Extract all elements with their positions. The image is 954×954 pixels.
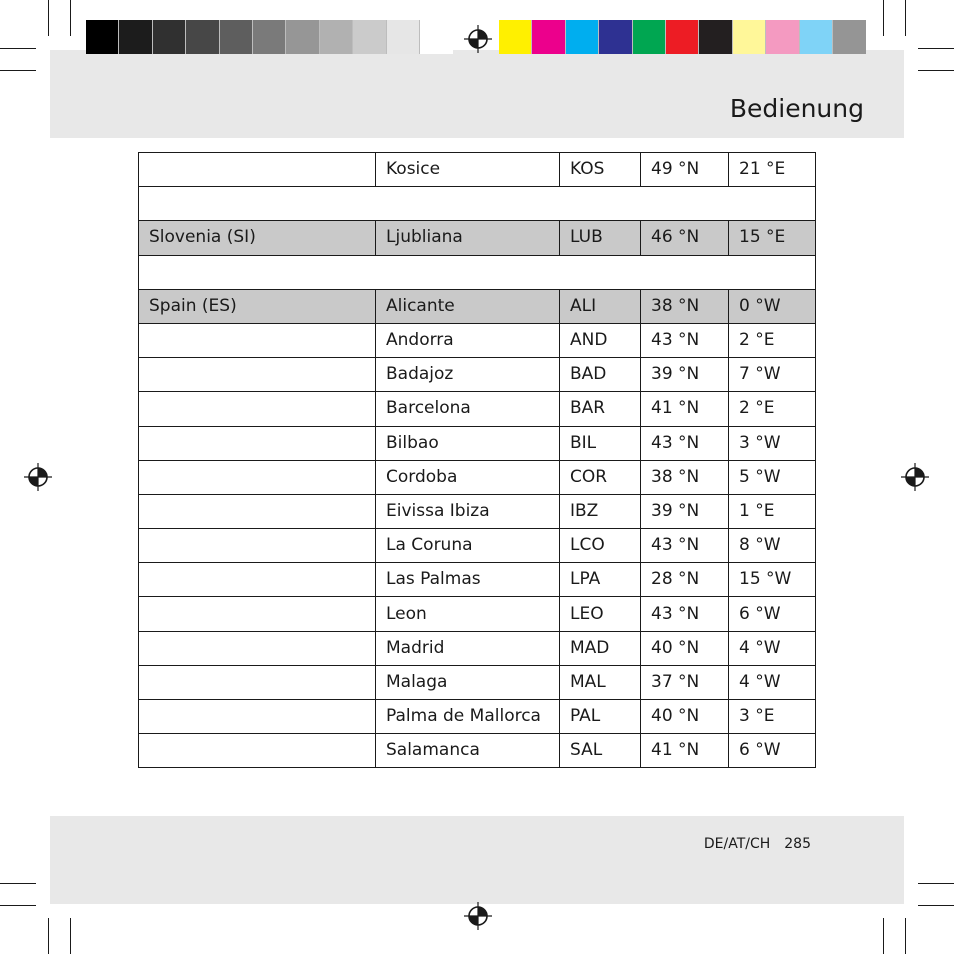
latitude-cell: 40 °N <box>641 700 729 734</box>
color-swatch <box>387 20 420 54</box>
code-cell: MAL <box>560 665 641 699</box>
latitude-cell: 43 °N <box>641 323 729 357</box>
latitude-cell: 38 °N <box>641 289 729 323</box>
crop-mark <box>905 918 906 954</box>
code-cell: MAD <box>560 631 641 665</box>
city-cell: Barcelona <box>376 392 560 426</box>
country-cell <box>139 358 376 392</box>
longitude-cell: 1 °E <box>729 494 816 528</box>
city-cell: Eivissa Ibiza <box>376 494 560 528</box>
page-number: 285 <box>784 836 811 852</box>
latitude-cell: 43 °N <box>641 597 729 631</box>
color-swatch <box>800 20 833 54</box>
color-swatch <box>153 20 186 54</box>
latitude-cell: 40 °N <box>641 631 729 665</box>
color-swatch <box>699 20 732 54</box>
color-swatch <box>186 20 219 54</box>
crop-mark <box>48 918 49 954</box>
table-row <box>139 289 816 323</box>
table-row <box>139 529 816 563</box>
code-cell: LCO <box>560 529 641 563</box>
longitude-cell: 4 °W <box>729 665 816 699</box>
color-swatch <box>766 20 799 54</box>
longitude-cell: 7 °W <box>729 358 816 392</box>
country-cell <box>139 700 376 734</box>
color-swatch <box>320 20 353 54</box>
spacer-cell <box>139 255 816 289</box>
registration-mark-icon <box>24 463 52 491</box>
color-swatch <box>532 20 565 54</box>
code-cell: LPA <box>560 563 641 597</box>
code-cell: ALI <box>560 289 641 323</box>
table-row <box>139 392 816 426</box>
table-row <box>139 426 816 460</box>
table-row <box>139 153 816 187</box>
latitude-cell: 39 °N <box>641 494 729 528</box>
color-swatch <box>833 20 866 54</box>
longitude-cell: 5 °W <box>729 460 816 494</box>
country-cell <box>139 460 376 494</box>
color-swatch <box>253 20 286 54</box>
latitude-cell: 46 °N <box>641 221 729 255</box>
longitude-cell: 15 °W <box>729 563 816 597</box>
country-cell <box>139 631 376 665</box>
color-swatch <box>119 20 152 54</box>
crop-mark <box>0 48 36 49</box>
registration-mark-icon <box>464 25 492 53</box>
country-cell <box>139 426 376 460</box>
process-color-bar <box>499 20 866 54</box>
city-cell: Leon <box>376 597 560 631</box>
longitude-cell: 6 °W <box>729 734 816 768</box>
registration-mark-icon <box>464 902 492 930</box>
table-row <box>139 700 816 734</box>
footer-band <box>50 816 904 904</box>
longitude-cell: 6 °W <box>729 597 816 631</box>
code-cell: LEO <box>560 597 641 631</box>
country-cell <box>139 323 376 357</box>
color-swatch <box>286 20 319 54</box>
crop-mark <box>70 918 71 954</box>
latitude-cell: 38 °N <box>641 460 729 494</box>
crop-mark <box>918 70 954 71</box>
table-row <box>139 323 816 357</box>
city-cell: Kosice <box>376 153 560 187</box>
latitude-cell: 49 °N <box>641 153 729 187</box>
color-swatch <box>566 20 599 54</box>
latitude-cell: 41 °N <box>641 392 729 426</box>
table-row <box>139 255 816 289</box>
table-row <box>139 665 816 699</box>
color-swatch <box>220 20 253 54</box>
code-cell: LUB <box>560 221 641 255</box>
color-swatch <box>353 20 386 54</box>
crop-mark <box>70 0 71 36</box>
country-cell <box>139 153 376 187</box>
color-swatch <box>599 20 632 54</box>
city-cell: La Coruna <box>376 529 560 563</box>
city-cell: Madrid <box>376 631 560 665</box>
city-cell: Cordoba <box>376 460 560 494</box>
page-title: Bedienung <box>729 94 864 123</box>
crop-mark <box>0 905 36 906</box>
table-row <box>139 563 816 597</box>
longitude-cell: 2 °E <box>729 392 816 426</box>
code-cell: BIL <box>560 426 641 460</box>
spacer-cell <box>139 187 816 221</box>
country-cell <box>139 563 376 597</box>
city-cell: Bilbao <box>376 426 560 460</box>
table-row <box>139 494 816 528</box>
longitude-cell: 0 °W <box>729 289 816 323</box>
city-cell: Salamanca <box>376 734 560 768</box>
region-label: DE/AT/CH <box>703 836 771 852</box>
longitude-cell: 3 °E <box>729 700 816 734</box>
longitude-cell: 2 °E <box>729 323 816 357</box>
gray-color-bar <box>86 20 453 54</box>
latitude-cell: 39 °N <box>641 358 729 392</box>
city-cell: Badajoz <box>376 358 560 392</box>
color-swatch <box>499 20 532 54</box>
latitude-cell: 41 °N <box>641 734 729 768</box>
registration-mark-icon <box>901 463 929 491</box>
crop-mark <box>883 918 884 954</box>
crop-mark <box>0 883 36 884</box>
crop-mark <box>918 48 954 49</box>
crop-mark <box>883 0 884 36</box>
longitude-cell: 3 °W <box>729 426 816 460</box>
country-cell: Slovenia (SI) <box>139 221 376 255</box>
table-row <box>139 597 816 631</box>
city-cell: Palma de Mallorca <box>376 700 560 734</box>
table-row <box>139 187 816 221</box>
city-cell: Andorra <box>376 323 560 357</box>
longitude-cell: 8 °W <box>729 529 816 563</box>
page-footer <box>704 836 811 852</box>
code-cell: PAL <box>560 700 641 734</box>
table-row <box>139 460 816 494</box>
crop-mark <box>0 70 36 71</box>
longitude-cell: 15 °E <box>729 221 816 255</box>
country-cell <box>139 392 376 426</box>
country-cell: Spain (ES) <box>139 289 376 323</box>
table-row <box>139 358 816 392</box>
city-cell: Alicante <box>376 289 560 323</box>
color-swatch <box>633 20 666 54</box>
code-cell: IBZ <box>560 494 641 528</box>
color-swatch <box>733 20 766 54</box>
city-code-table <box>138 152 816 768</box>
latitude-cell: 43 °N <box>641 426 729 460</box>
code-cell: KOS <box>560 153 641 187</box>
table-row <box>139 631 816 665</box>
longitude-cell: 4 °W <box>729 631 816 665</box>
crop-mark <box>905 0 906 36</box>
country-cell <box>139 665 376 699</box>
city-cell: Malaga <box>376 665 560 699</box>
table-row <box>139 734 816 768</box>
color-swatch <box>666 20 699 54</box>
code-cell: BAD <box>560 358 641 392</box>
code-cell: SAL <box>560 734 641 768</box>
color-swatch <box>420 20 453 54</box>
crop-mark <box>918 883 954 884</box>
longitude-cell: 21 °E <box>729 153 816 187</box>
city-cell: Ljubliana <box>376 221 560 255</box>
latitude-cell: 37 °N <box>641 665 729 699</box>
table-row <box>139 221 816 255</box>
city-cell: Las Palmas <box>376 563 560 597</box>
color-swatch <box>86 20 119 54</box>
code-cell: BAR <box>560 392 641 426</box>
country-cell <box>139 597 376 631</box>
latitude-cell: 28 °N <box>641 563 729 597</box>
crop-mark <box>48 0 49 36</box>
crop-mark <box>918 905 954 906</box>
country-cell <box>139 734 376 768</box>
latitude-cell: 43 °N <box>641 529 729 563</box>
code-cell: AND <box>560 323 641 357</box>
code-cell: COR <box>560 460 641 494</box>
country-cell <box>139 494 376 528</box>
country-cell <box>139 529 376 563</box>
